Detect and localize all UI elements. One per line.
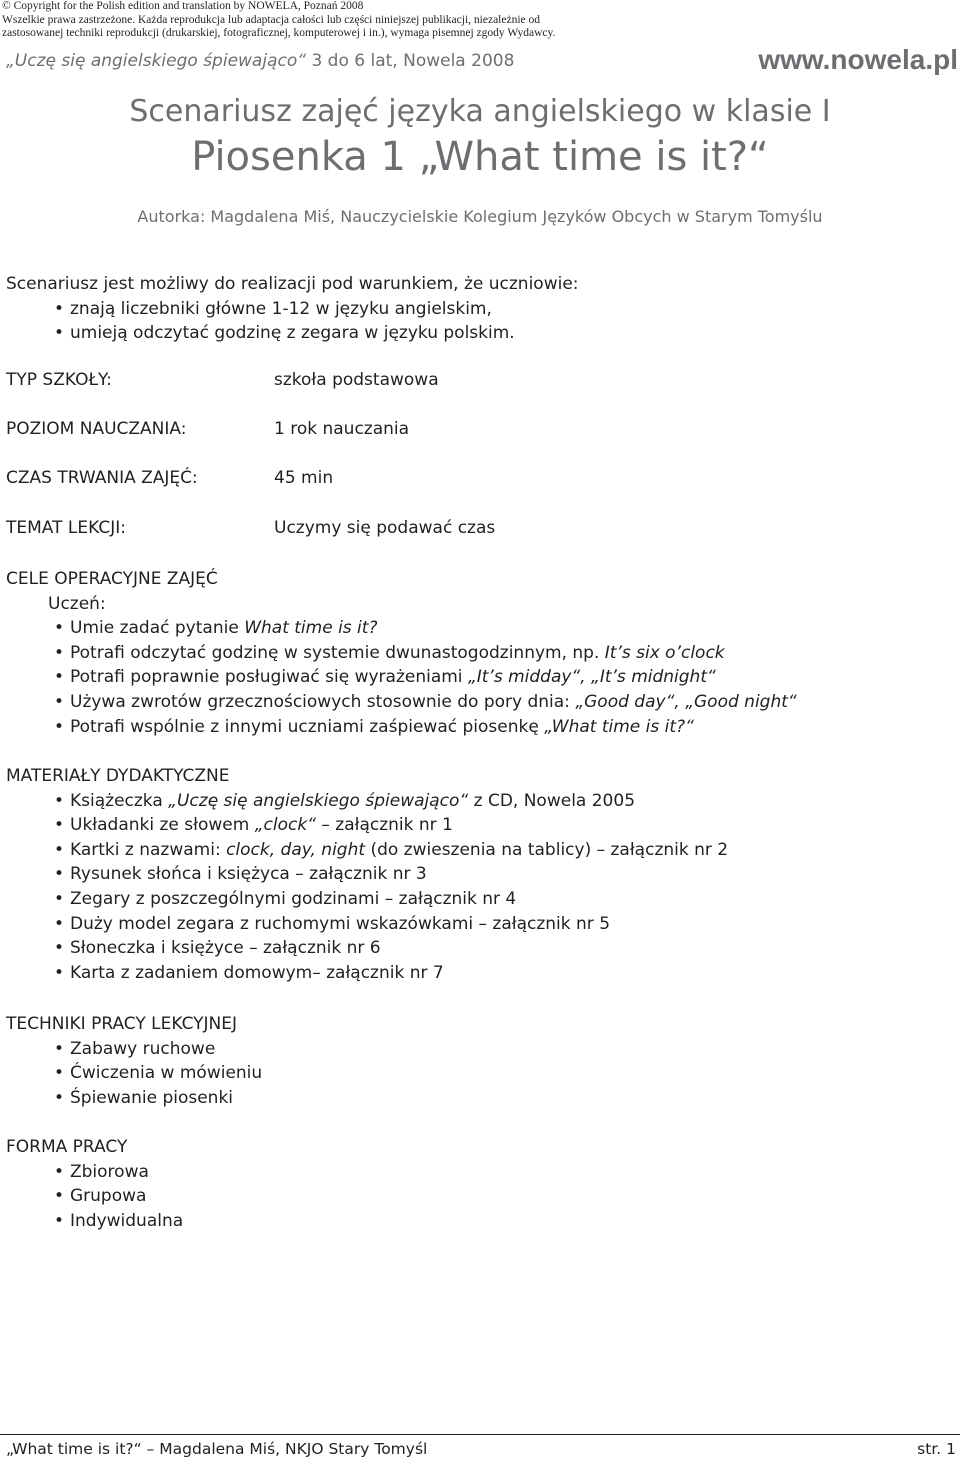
list-item: • Zbiorowa xyxy=(6,1160,954,1185)
goals-section xyxy=(6,567,954,739)
list-item: • Zabawy ruchowe xyxy=(6,1037,954,1062)
list-item: • Śpiewanie piosenki xyxy=(6,1086,954,1111)
copyright-line: © Copyright for the Polish edition and translation by NOWELA, Poznań 2008 xyxy=(2,0,364,12)
info-value: Uczymy się podawać czas xyxy=(274,518,496,538)
series-header xyxy=(6,51,514,71)
series-title: „Uczę się angielskiego śpiewająco“ xyxy=(6,51,307,71)
section-heading: CELE OPERACYJNE ZAJĘĆ xyxy=(6,569,218,589)
info-label: CZAS TRWANIA ZAJĘĆ: xyxy=(6,468,198,488)
list-item: • Potrafi poprawnie posługiwać się wyrażeniami „It’s midday“, „It’s midnight“ xyxy=(6,665,954,690)
list-item: • Karta z zadaniem domowym– załącznik nr 7 xyxy=(6,961,954,986)
footer-divider xyxy=(0,1434,960,1435)
materials-section xyxy=(6,764,954,985)
copyright-notice xyxy=(2,0,952,41)
list-item: • Zegary z poszczególnymi godzinami – załącznik nr 4 xyxy=(6,887,954,912)
list-item: • Grupowa xyxy=(6,1184,954,1209)
list-item: • Indywidualna xyxy=(6,1209,954,1234)
section-heading: TECHNIKI PRACY LEKCYJNEJ xyxy=(6,1014,238,1034)
list-item: • Duży model zegara z ruchomymi wskazówkami – załącznik nr 5 xyxy=(6,912,954,937)
footer-text: „What time is it?“ – Magdalena Miś, NKJO Stary Tomyśl xyxy=(6,1440,428,1458)
techniques-section xyxy=(6,1012,954,1110)
list-item: • Ćwiczenia w mówieniu xyxy=(6,1061,954,1086)
list-item: • Rysunek słońca i księżyca – załącznik nr 3 xyxy=(6,862,954,887)
page-title: Scenariusz zajęć języka angielskiego w klasie I xyxy=(129,94,831,129)
info-value: 1 rok nauczania xyxy=(274,419,410,439)
list-item: • Potrafi wspólnie z innymi uczniami zaśpiewać piosenkę „What time is it?“ xyxy=(6,715,954,740)
list-item: • Słoneczka i księżyce – załącznik nr 6 xyxy=(6,936,954,961)
author-line: Autorka: Magdalena Miś, Nauczycielskie Kolegium Języków Obcych w Starym Tomyślu xyxy=(137,207,823,226)
section-subheading: Uczeń: xyxy=(48,593,106,614)
series-details: 3 do 6 lat, Nowela 2008 xyxy=(306,51,515,71)
list-item: • umieją odczytać godzinę z zegara w języku polskim. xyxy=(6,321,954,346)
list-item: • Umie zadać pytanie What time is it? xyxy=(6,616,954,641)
section-heading: FORMA PRACY xyxy=(6,1137,128,1157)
list-item: • Potrafi odczytać godzinę w systemie dwunastogodzinnym, np. It’s six o’clock xyxy=(6,641,954,666)
copyright-line: zastosowanej techniki reprodukcji (drukarskiej, fotograficznej, komputerowej i in.), wymaga pisemnej zgody Wydawcy. xyxy=(2,27,556,39)
intro-section xyxy=(6,272,954,346)
website-link[interactable]: www.nowela.pl xyxy=(758,44,958,75)
list-item: • Używa zwrotów grzecznościowych stosownie do pory dnia: „Good day“, „Good night“ xyxy=(6,690,954,715)
page-number: str. 1 xyxy=(917,1440,956,1458)
info-value: 45 min xyxy=(274,468,334,488)
info-label: POZIOM NAUCZANIA: xyxy=(6,419,187,439)
info-value: szkoła podstawowa xyxy=(274,370,439,390)
section-heading: MATERIAŁY DYDAKTYCZNE xyxy=(6,766,230,786)
list-item: • znają liczebniki główne 1-12 w języku angielskim, xyxy=(6,297,954,322)
info-label: TYP SZKOŁY: xyxy=(6,370,112,390)
copyright-line: Wszelkie prawa zastrzeżone. Każda reprodukcja lub adaptacja całości lub części niniejszej publikacji, niezależnie od xyxy=(2,13,540,26)
list-item: • Kartki z nazwami: clock, day, night (do zwieszenia na tablicy) – załącznik nr 2 xyxy=(6,838,954,863)
list-item: • Układanki ze słowem „clock“ – załącznik nr 1 xyxy=(6,813,954,838)
forms-section xyxy=(6,1135,954,1233)
intro-text: Scenariusz jest możliwy do realizacji pod warunkiem, że uczniowie: xyxy=(6,274,579,294)
info-label: TEMAT LEKCJI: xyxy=(6,518,126,538)
list-item: • Książeczka „Uczę się angielskiego śpiewająco“ z CD, Nowela 2005 xyxy=(6,789,954,814)
song-title: Piosenka 1 „What time is it?“ xyxy=(191,134,769,180)
